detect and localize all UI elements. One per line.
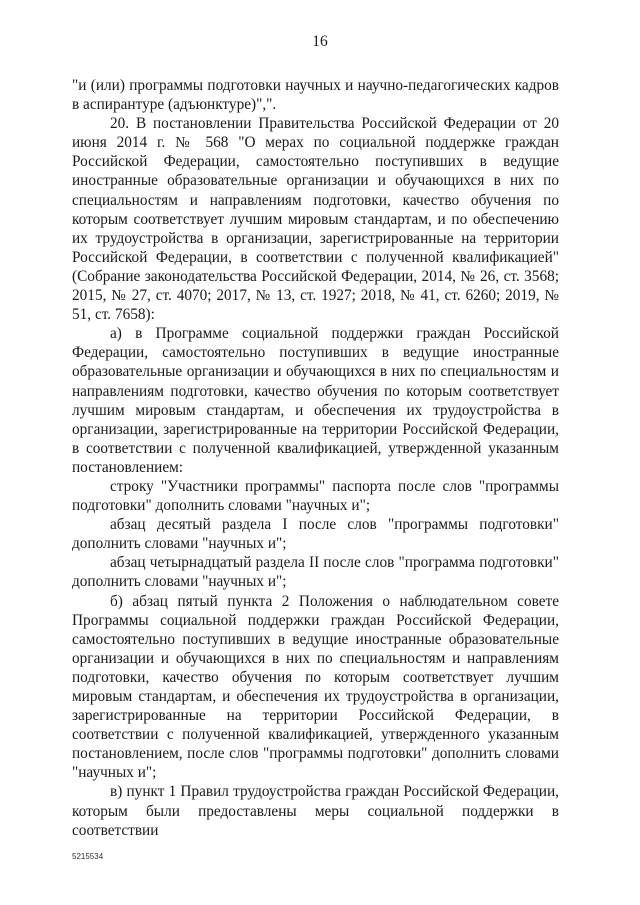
paragraph: в) пункт 1 Правил трудоустройства граждан Российской Федерации, которым были предоставлены меры социальной поддержки в соответствии: [72, 783, 559, 839]
paragraph: строку "Участники программы" паспорта после слов "программы подготовки" дополнить словами "научных и";: [72, 477, 559, 515]
paragraph: "и (или) программы подготовки научных и научно-педагогических кадров в аспирантуре (адъюнктуре)",".: [72, 77, 559, 114]
paragraph: абзац десятый раздела I после слов "программы подготовки" дополнить словами "научных и";: [72, 516, 559, 553]
body-text: [72, 76, 559, 840]
paragraph: б) абзац пятый пункта 2 Положения о наблюдательном совете Программы социальной поддержки граждан Российской Федерации, самостоятельно поступивших в ведущие иностранные образовательные организации и обучающихся в них по специальностям и направлениям подготовки, качество обучения по которым соответствует лучшим мировым стандартам, и обеспечения их трудоустройства в организации, зарегистрированные на территории Российской Федерации, в соответствии с полученной квалификацией, утвержденного указанным постановлением, после слов "программы подготовки" дополнить словами "научных и";: [72, 592, 559, 782]
paragraph: 20. В постановлении Правительства Российской Федерации от 20 июня 2014 г. № 568 "О мерах по социальной поддержке граждан Российской Федерации, самостоятельно поступивших в ведущие иностранные образовательные организации и обучающихся в них по специальностям и направлениям подготовки, качество обучения по которым соответствует лучшим мировым стандартам, и по обеспечению их трудоустройства в организации, зарегистрированные на территории Российской Федерации, в соответствии с полученной квалификацией" (Собрание законодательства Российской Федерации, 2014, № 26, ст. 3568; 2015, № 27, ст. 4070; 2017, № 13, ст. 1927; 2018, № 41, ст. 6260; 2019, № 51, ст. 7658):: [72, 115, 559, 324]
page-number: 16: [312, 33, 328, 50]
document-code: 5215534: [72, 852, 104, 861]
paragraph: а) в Программе социальной поддержки граждан Российской Федерации, самостоятельно поступивших в ведущие иностранные образовательные организации и обучающихся в них по специальностям и направлениям подготовки, качество обучения по которым соответствует лучшим мировым стандартам, и обеспечения их трудоустройства в организации, зарегистрированные на территории Российской Федерации, в соответствии с полученной квалификацией, утвержденной указанным постановлением:: [72, 325, 559, 476]
paragraph: абзац четырнадцатый раздела II после слов "программа подготовки" дополнить словами "научных и";: [72, 554, 559, 591]
